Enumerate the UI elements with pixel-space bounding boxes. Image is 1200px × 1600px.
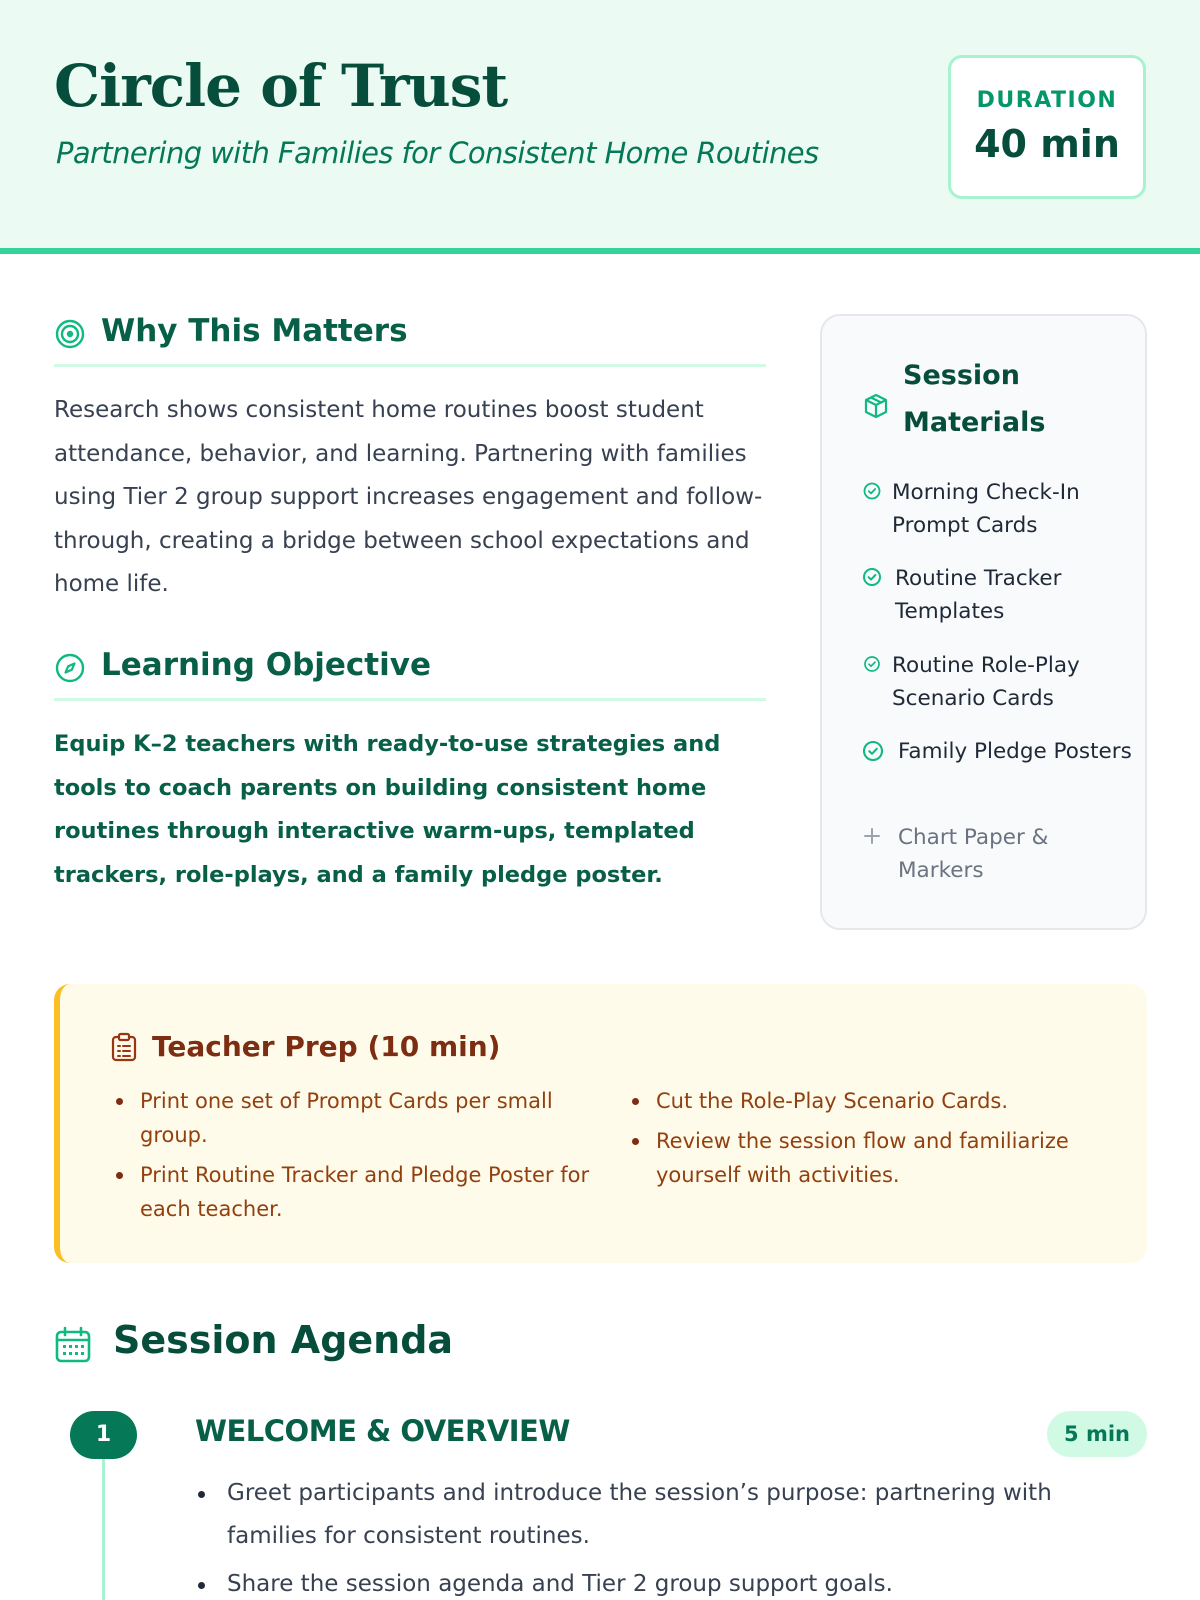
check-circle-icon xyxy=(862,567,882,587)
timeline-line xyxy=(102,1452,105,1600)
material-label: Family Pledge Posters xyxy=(898,739,1132,764)
objective-heading xyxy=(54,643,766,701)
objective-heading-label: Learning Objective xyxy=(101,647,431,683)
why-heading-label: Why This Matters xyxy=(101,313,408,349)
material-label: Routine Tracker Templates xyxy=(895,566,1062,624)
teacher-prep-box xyxy=(54,984,1147,1263)
target-icon xyxy=(54,318,86,350)
prep-item: Cut the Role-Play Scenario Cards. xyxy=(632,1084,1112,1118)
material-item xyxy=(862,476,1132,546)
check-circle-icon xyxy=(862,740,884,762)
material-label: Morning Check-In Prompt Cards xyxy=(892,480,1080,538)
step-bullet: Share the session agenda and Tier 2 group support goals. xyxy=(198,1563,1098,1600)
prep-item: Print one set of Prompt Cards per small group. xyxy=(116,1084,596,1152)
check-circle-icon xyxy=(862,654,882,674)
agenda-title: Session Agenda xyxy=(113,1318,454,1362)
duration-label: DURATION xyxy=(976,88,1118,113)
step-title: WELCOME & OVERVIEW xyxy=(195,1414,570,1448)
check-circle-icon xyxy=(862,481,882,501)
step-bullet-list xyxy=(198,1472,1098,1600)
objective-text: Equip K–2 teachers with ready-to-use strategies and tools to coach parents on building consistent home routines through interactive warm-ups, templated trackers, role-plays, and a family pledge poster. xyxy=(54,731,721,888)
duration-card xyxy=(948,55,1146,199)
material-item xyxy=(862,735,1132,805)
prep-column-left xyxy=(116,1084,596,1232)
compass-icon xyxy=(54,652,86,684)
material-label: Chart Paper & Markers xyxy=(898,825,1049,883)
page-subtitle: Partnering with Families for Consistent Home Routines xyxy=(56,136,819,170)
page-header xyxy=(0,0,1200,254)
material-item xyxy=(862,649,1132,719)
page-title: Circle of Trust xyxy=(54,52,508,120)
plus-icon xyxy=(862,826,882,846)
prep-title: Teacher Prep (10 min) xyxy=(152,1030,501,1063)
clipboard-icon xyxy=(110,1032,138,1062)
why-text: Research shows consistent home routines boost student attendance, behavior, and learning. Partnering with families using Tier 2 group support increases engagement and follow-through, creating a bridge between school expectations and home life. xyxy=(54,397,763,597)
material-item xyxy=(862,821,1132,891)
step-bullet: Greet participants and introduce the session’s purpose: partnering with families for consistent routines. xyxy=(198,1472,1098,1558)
package-icon xyxy=(862,392,890,420)
materials-card xyxy=(820,314,1147,930)
duration-value: 40 min xyxy=(974,122,1120,166)
material-label: Routine Role-Play Scenario Cards xyxy=(892,653,1080,711)
calendar-icon xyxy=(54,1326,92,1364)
prep-item: Print Routine Tracker and Pledge Poster for each teacher. xyxy=(116,1158,596,1226)
why-heading xyxy=(54,309,766,367)
step-number-badge: 1 xyxy=(70,1411,137,1459)
prep-item: Review the session flow and familiarize yourself with activities. xyxy=(632,1124,1112,1192)
prep-column-right xyxy=(632,1084,1112,1198)
materials-title: Session Materials xyxy=(903,360,1046,438)
step-duration-badge: 5 min xyxy=(1047,1411,1147,1457)
material-item xyxy=(862,562,1132,632)
